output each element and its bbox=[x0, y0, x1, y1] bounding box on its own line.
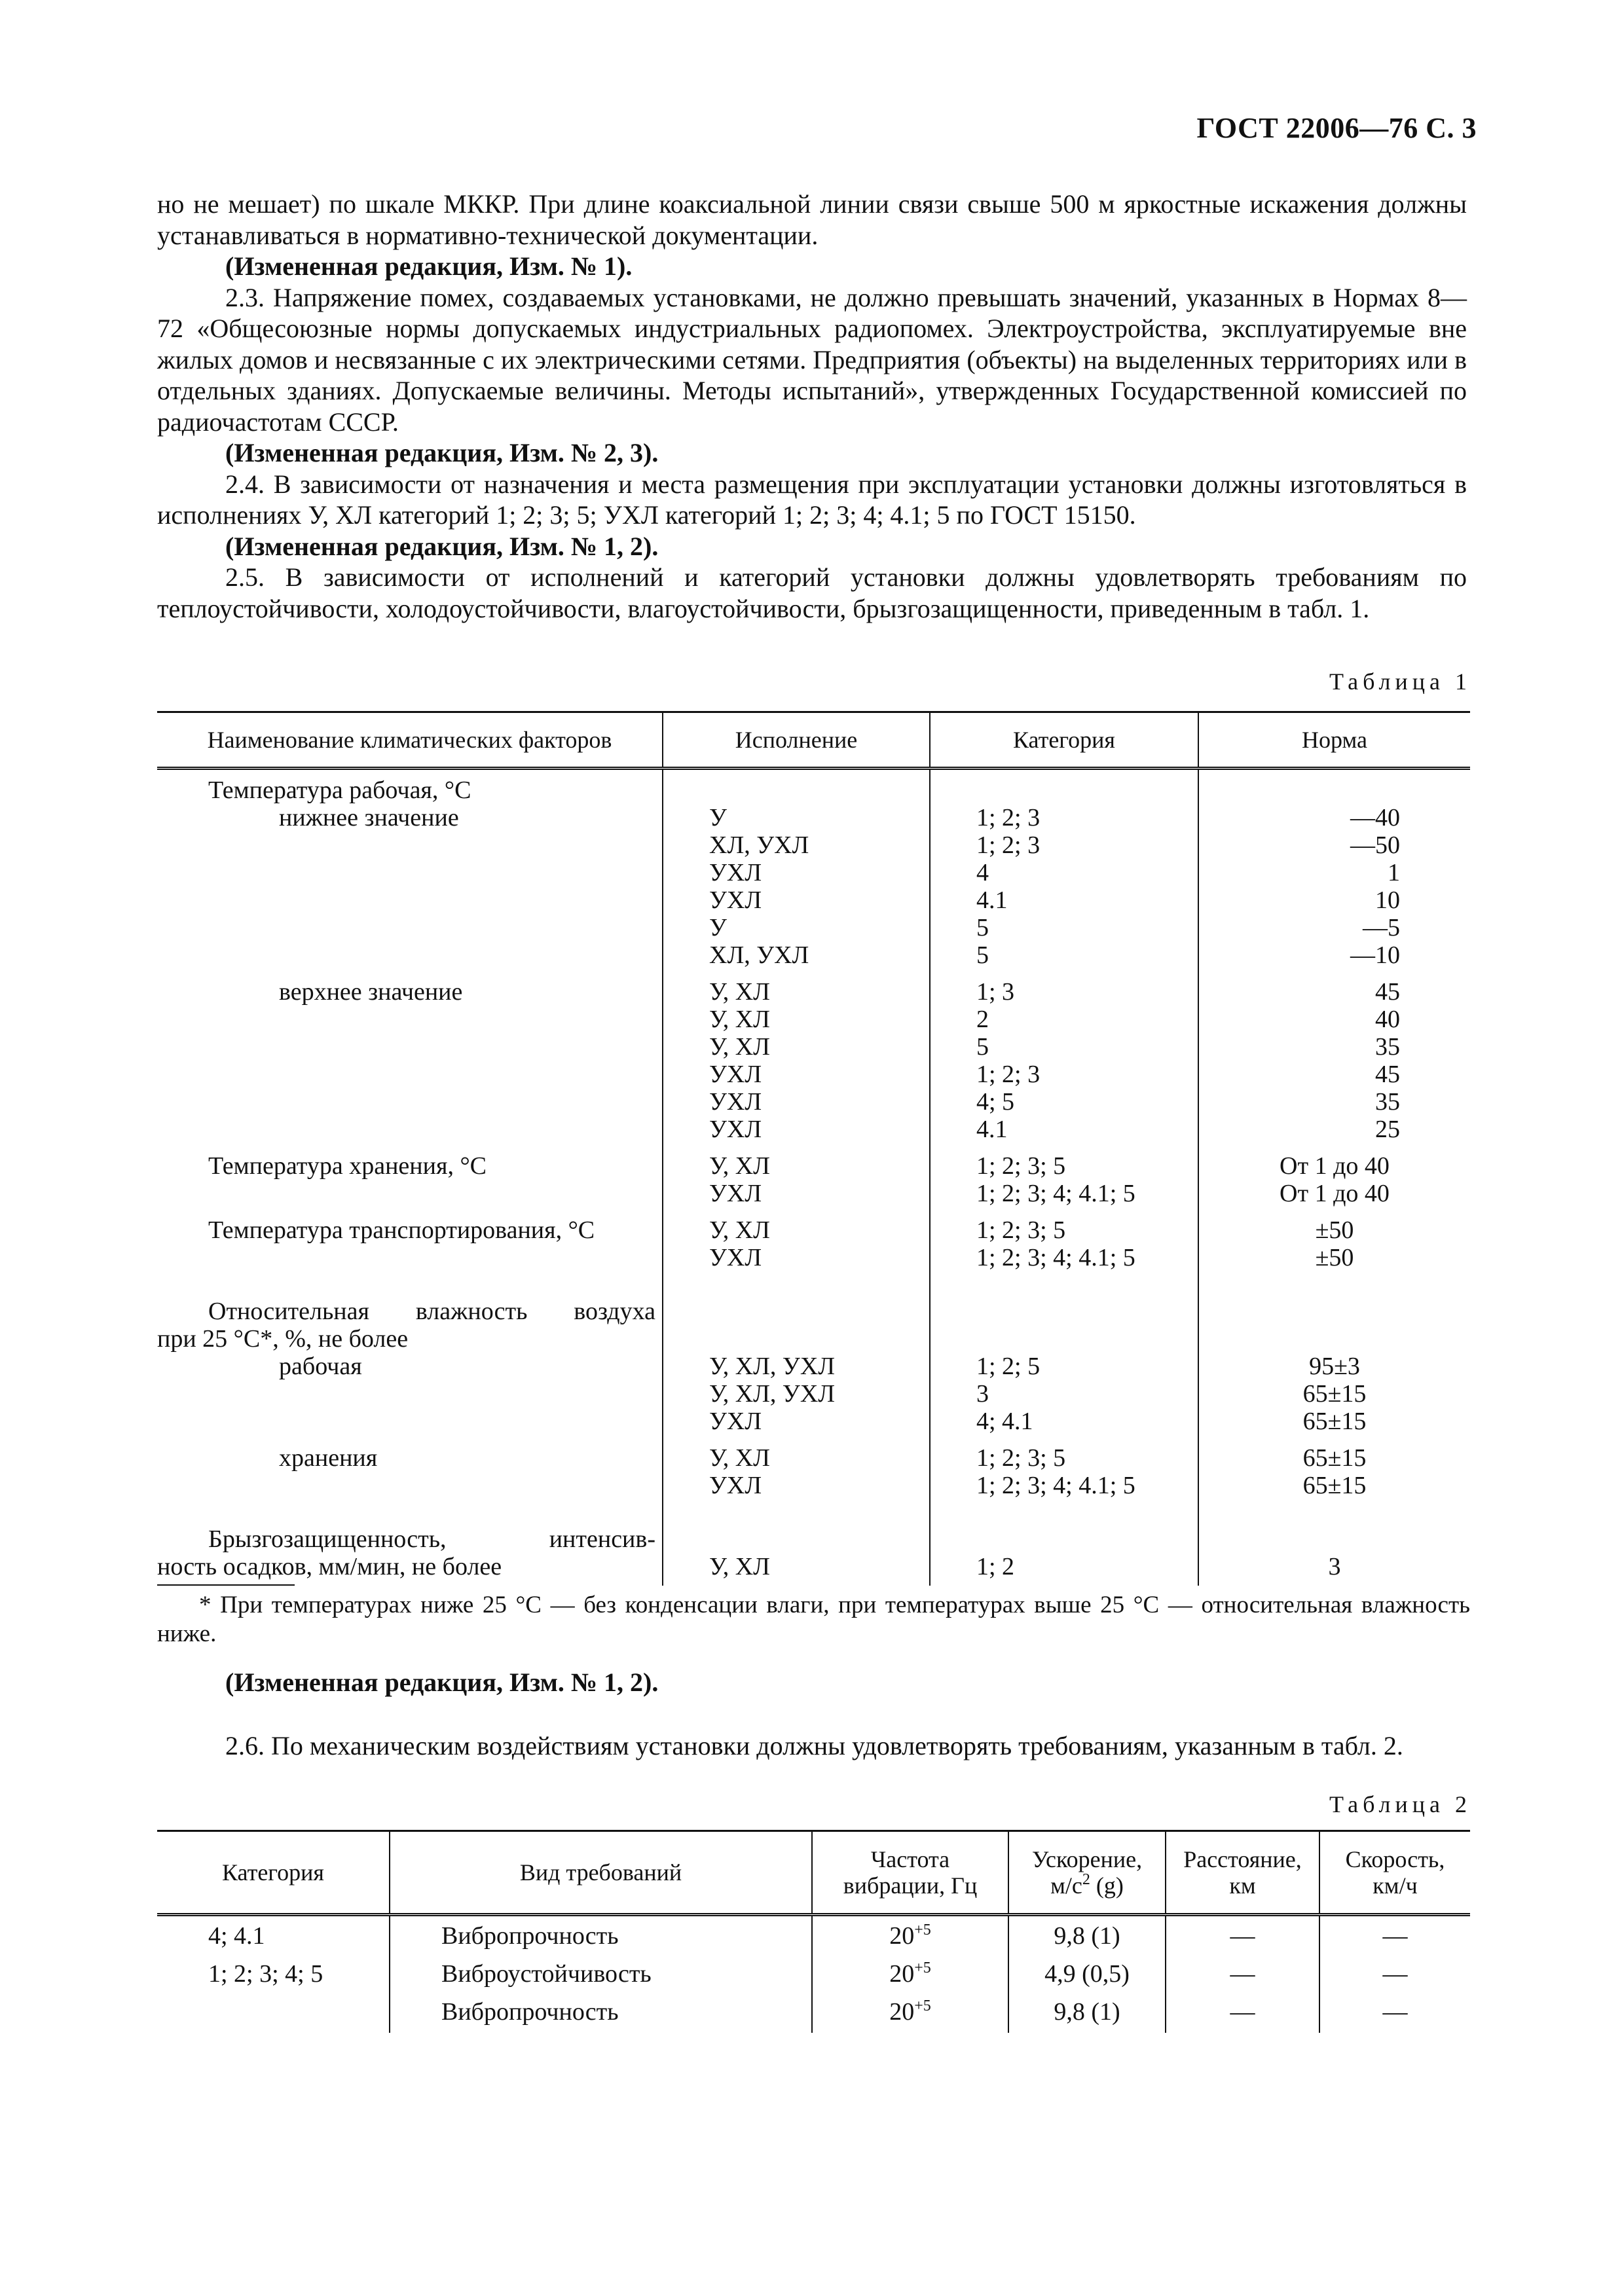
cell-value: От 1 до 40 bbox=[1280, 1152, 1390, 1180]
page-header: ГОСТ 22006—76 С. 3 bbox=[1196, 112, 1477, 144]
cell-value: 1; 3 bbox=[976, 978, 1015, 1006]
cell-value: УХЛ bbox=[709, 1116, 762, 1143]
cell-value: 1; 2; 3; 4; 4.1; 5 bbox=[976, 1180, 1135, 1207]
table-header-row bbox=[157, 712, 1470, 769]
amendment-note: (Измененная редакция, Изм. № 2, 3). bbox=[225, 438, 659, 467]
cell-value: 65±15 bbox=[1302, 1444, 1367, 1472]
category-cell bbox=[930, 1435, 1198, 1499]
body-text bbox=[157, 189, 1467, 624]
cell-value: 45 bbox=[1375, 978, 1400, 1006]
cell-value: 1; 2; 3; 5 bbox=[976, 1152, 1066, 1180]
header-line: м/с bbox=[1050, 1872, 1082, 1899]
cell-value: ±50 bbox=[1315, 1216, 1354, 1244]
column-header bbox=[812, 1831, 1008, 1915]
factor-cell bbox=[157, 1143, 663, 1207]
table-row bbox=[157, 1915, 1470, 1958]
cell-value: 5 bbox=[976, 941, 989, 969]
cell-value: 1; 2; 3; 5 bbox=[976, 1444, 1066, 1472]
cell-value: 1 bbox=[1388, 859, 1400, 886]
execution-cell bbox=[663, 1435, 930, 1499]
paragraph: но не мешает) по шкале МККР. При длине коаксиальной линии связи свыше 500 м яркостные искажения должны устанавливаться в нормативно-технической документации. bbox=[157, 189, 1467, 250]
speed-cell: — bbox=[1319, 1915, 1470, 1958]
cell-value: У, ХЛ bbox=[709, 1006, 770, 1033]
table-row bbox=[157, 1995, 1470, 2033]
frequency-cell bbox=[812, 1995, 1008, 2033]
cell-value: 65±15 bbox=[1302, 1408, 1367, 1435]
factor-cell bbox=[157, 969, 663, 1143]
cell-value: У bbox=[709, 914, 727, 941]
cell-value: 4; 5 bbox=[976, 1088, 1015, 1116]
cell-value: 1; 2; 3 bbox=[976, 831, 1041, 859]
cell-value: ±50 bbox=[1315, 1244, 1354, 1271]
cell-value: 1; 2; 3; 5 bbox=[976, 1216, 1066, 1244]
cell-sup: +5 bbox=[914, 1959, 931, 1977]
cell-value: 25 bbox=[1375, 1116, 1400, 1143]
cell-value: 3 bbox=[1328, 1553, 1341, 1580]
factor-cell bbox=[157, 1271, 663, 1435]
footnote-rule bbox=[157, 1584, 295, 1586]
header-line: Ускорение, bbox=[1031, 1846, 1143, 1872]
requirement-cell: Вибропрочность bbox=[390, 1995, 812, 2033]
column-header: Норма bbox=[1198, 712, 1470, 769]
cell-value: 20 bbox=[889, 1922, 915, 1950]
cell-value: 4 bbox=[976, 859, 989, 886]
category-cell: 1; 2; 3; 4; 5 bbox=[208, 1960, 323, 1988]
category-cell: 4; 4.1 bbox=[208, 1922, 265, 1950]
factor-sub: верхнее значение bbox=[279, 978, 463, 1006]
factor-cell bbox=[157, 769, 663, 970]
cell-value: У, ХЛ bbox=[709, 1033, 770, 1061]
cell-value: У, ХЛ bbox=[709, 1553, 770, 1580]
factor-name-cont: при 25 °С*, %, не более bbox=[157, 1325, 409, 1353]
cell-value: УХЛ bbox=[709, 859, 762, 886]
cell-value: У, ХЛ, УХЛ bbox=[709, 1353, 836, 1380]
factor-name: Брызгозащищенность, интенсив- bbox=[208, 1525, 655, 1553]
paragraph-2-4: 2.4. В зависимости от назначения и места размещения при эксплуатации установки должны изготовляться в исполнениях У, ХЛ категорий 1; 2; 3; 5; УХЛ категорий 1; 2; 3; 4; 4.1; 5 по ГОСТ 15150. bbox=[157, 469, 1467, 530]
cell-value: 35 bbox=[1375, 1033, 1400, 1061]
cell-sup: +5 bbox=[914, 1922, 931, 1939]
norm-cell bbox=[1198, 1271, 1470, 1435]
cell-value: УХЛ bbox=[709, 1472, 762, 1499]
footnote: * При температурах ниже 25 °С — без конденсации влаги, при температурах выше 25 °С — относительная влажность ниже. bbox=[157, 1592, 1470, 1647]
cell-value: У, ХЛ bbox=[709, 1152, 770, 1180]
header-line: км/ч bbox=[1373, 1872, 1418, 1899]
mechanical-requirements-table bbox=[157, 1830, 1470, 2033]
cell-value: —50 bbox=[1350, 831, 1400, 859]
header-line: Скорость, bbox=[1345, 1846, 1445, 1872]
execution-cell bbox=[663, 1207, 930, 1271]
frequency-cell bbox=[812, 1915, 1008, 1958]
header-sup: 2 bbox=[1082, 1871, 1090, 1888]
amendment-note: (Измененная редакция, Изм. № 1, 2). bbox=[225, 531, 659, 561]
cell-value: 1; 2; 3; 4; 4.1; 5 bbox=[976, 1244, 1135, 1271]
category-cell bbox=[930, 1143, 1198, 1207]
amendment-note: (Измененная редакция, Изм. № 1, 2). bbox=[225, 1667, 659, 1697]
distance-cell: — bbox=[1166, 1995, 1319, 2033]
factor-cell bbox=[157, 1499, 663, 1586]
cell-value: —5 bbox=[1363, 914, 1400, 941]
climatic-factors-table bbox=[157, 711, 1470, 1586]
column-header: Категория bbox=[157, 1831, 390, 1915]
table-row bbox=[157, 1271, 1470, 1435]
column-header: Вид требований bbox=[390, 1831, 812, 1915]
execution-cell bbox=[663, 769, 930, 970]
cell-value: 20 bbox=[889, 1960, 915, 1988]
factor-name: Температура транспортирования, °С bbox=[208, 1216, 595, 1244]
amendment-note: (Измененная редакция, Изм. № 1). bbox=[225, 251, 633, 281]
factor-cell bbox=[157, 1435, 663, 1499]
factor-name-cont: ность осадков, мм/мин, не более bbox=[157, 1553, 502, 1580]
distance-cell: — bbox=[1166, 1915, 1319, 1958]
table-header-row bbox=[157, 1831, 1470, 1915]
cell-value: —10 bbox=[1350, 941, 1400, 969]
column-header bbox=[1008, 1831, 1166, 1915]
column-header: Категория bbox=[930, 712, 1198, 769]
cell-value: 5 bbox=[976, 1033, 989, 1061]
factor-sub: рабочая bbox=[279, 1353, 362, 1380]
factor-name: Температура хранения, °С bbox=[208, 1152, 487, 1180]
norm-cell bbox=[1198, 1499, 1470, 1586]
norm-cell bbox=[1198, 1207, 1470, 1271]
cell-sup: +5 bbox=[914, 1997, 931, 2014]
factor-name: Температура рабочая, °С bbox=[208, 776, 471, 804]
cell-value: 95±3 bbox=[1309, 1353, 1360, 1380]
column-header: Наименование климатических факторов bbox=[157, 712, 663, 769]
header-line: вибрации, Гц bbox=[843, 1872, 978, 1899]
norm-cell bbox=[1198, 1143, 1470, 1207]
cell-value: 40 bbox=[1375, 1006, 1400, 1033]
factor-sub: нижнее значение bbox=[279, 804, 459, 831]
distance-cell: — bbox=[1166, 1957, 1319, 1995]
cell-value: УХЛ bbox=[709, 1061, 762, 1088]
cell-value: У bbox=[709, 804, 727, 831]
paragraph-2-6: 2.6. По механическим воздействиям установки должны удовлетворять требованиям, указанным в табл. 2. bbox=[225, 1731, 1403, 1760]
table-row bbox=[157, 1957, 1470, 1995]
header-line: (g) bbox=[1090, 1872, 1124, 1899]
execution-cell bbox=[663, 969, 930, 1143]
category-cell bbox=[157, 1995, 390, 2033]
cell-value: УХЛ bbox=[709, 886, 762, 914]
cell-value: УХЛ bbox=[709, 1088, 762, 1116]
table-row bbox=[157, 1499, 1470, 1586]
frequency-cell bbox=[812, 1957, 1008, 1995]
column-header bbox=[1319, 1831, 1470, 1915]
category-cell bbox=[930, 1207, 1198, 1271]
factor-name: Относительная влажность воздуха bbox=[208, 1298, 655, 1325]
header-line: Частота bbox=[870, 1846, 950, 1872]
table1-caption: Таблица 1 bbox=[1329, 668, 1471, 695]
cell-value: 65±15 bbox=[1302, 1472, 1367, 1499]
cell-value: УХЛ bbox=[709, 1408, 762, 1435]
table-row bbox=[157, 1207, 1470, 1271]
header-line: Расстояние, bbox=[1183, 1846, 1302, 1872]
cell-value: УХЛ bbox=[709, 1244, 762, 1271]
cell-value: 35 bbox=[1375, 1088, 1400, 1116]
cell-value: 1; 2; 3 bbox=[976, 1061, 1041, 1088]
cell-value: 2 bbox=[976, 1006, 989, 1033]
factor-sub: хранения bbox=[279, 1444, 378, 1472]
cell-value: 65±15 bbox=[1302, 1380, 1367, 1408]
category-cell bbox=[930, 1271, 1198, 1435]
speed-cell: — bbox=[1319, 1995, 1470, 2033]
norm-cell bbox=[1198, 969, 1470, 1143]
norm-cell bbox=[1198, 1435, 1470, 1499]
cell-value: 5 bbox=[976, 914, 989, 941]
cell-value: От 1 до 40 bbox=[1280, 1180, 1390, 1207]
acceleration-cell: 9,8 (1) bbox=[1008, 1915, 1166, 1958]
speed-cell: — bbox=[1319, 1957, 1470, 1995]
execution-cell bbox=[663, 1143, 930, 1207]
acceleration-cell: 4,9 (0,5) bbox=[1008, 1957, 1166, 1995]
cell-value: У, ХЛ bbox=[709, 1216, 770, 1244]
execution-cell bbox=[663, 1271, 930, 1435]
acceleration-cell: 9,8 (1) bbox=[1008, 1995, 1166, 2033]
cell-value: 20 bbox=[889, 1998, 915, 2026]
cell-value: 4.1 bbox=[976, 1116, 1008, 1143]
table-row bbox=[157, 1435, 1470, 1499]
requirement-cell: Вибропрочность bbox=[390, 1915, 812, 1958]
cell-value: У, ХЛ, УХЛ bbox=[709, 1380, 836, 1408]
header-line: км bbox=[1229, 1872, 1256, 1899]
cell-value: 3 bbox=[976, 1380, 989, 1408]
paragraph-2-5: 2.5. В зависимости от исполнений и категорий установки должны удовлетворять требованиям по теплоустойчивости, холодоустойчивости, влагоустойчивости, брызгозащищенности, приведенным в табл. 1. bbox=[157, 562, 1467, 623]
cell-value: ХЛ, УХЛ bbox=[709, 831, 809, 859]
category-cell bbox=[930, 969, 1198, 1143]
cell-value: У, ХЛ bbox=[709, 978, 770, 1006]
table-row bbox=[157, 1143, 1470, 1207]
execution-cell bbox=[663, 1499, 930, 1586]
table-row bbox=[157, 969, 1470, 1143]
cell-value: У, ХЛ bbox=[709, 1444, 770, 1472]
column-header: Исполнение bbox=[663, 712, 930, 769]
category-cell bbox=[930, 769, 1198, 970]
paragraph-2-3: 2.3. Напряжение помех, создаваемых установками, не должно превышать значений, указанных в Нормах 8—72 «Общесоюзные нормы допускаемых индустриальных радиопомех. Электроустройства, эксплуатируемые вне жилых домов и несвязанные с их электрическими сетями. Предприятия (объекты) на выделенных территориях или в отдельных зданиях. Допускаемые величины. Методы испытаний», утвержденных Государственной комиссией по радиочастотам СССР. bbox=[157, 282, 1467, 437]
column-header bbox=[1166, 1831, 1319, 1915]
norm-cell bbox=[1198, 769, 1470, 970]
category-cell bbox=[930, 1499, 1198, 1586]
factor-cell bbox=[157, 1207, 663, 1271]
cell-value: УХЛ bbox=[709, 1180, 762, 1207]
cell-value: 4; 4.1 bbox=[976, 1408, 1033, 1435]
cell-value: 1; 2; 3 bbox=[976, 804, 1041, 831]
cell-value: —40 bbox=[1350, 804, 1400, 831]
cell-value: 10 bbox=[1375, 886, 1400, 914]
requirement-cell: Виброустойчивость bbox=[390, 1957, 812, 1995]
table2-caption: Таблица 2 bbox=[1329, 1791, 1471, 1817]
table-row bbox=[157, 769, 1470, 970]
cell-value: 1; 2 bbox=[976, 1553, 1015, 1580]
cell-value: ХЛ, УХЛ bbox=[709, 941, 809, 969]
cell-value: 45 bbox=[1375, 1061, 1400, 1088]
cell-value: 1; 2; 3; 4; 4.1; 5 bbox=[976, 1472, 1135, 1499]
cell-value: 4.1 bbox=[976, 886, 1008, 914]
cell-value: 1; 2; 5 bbox=[976, 1353, 1041, 1380]
